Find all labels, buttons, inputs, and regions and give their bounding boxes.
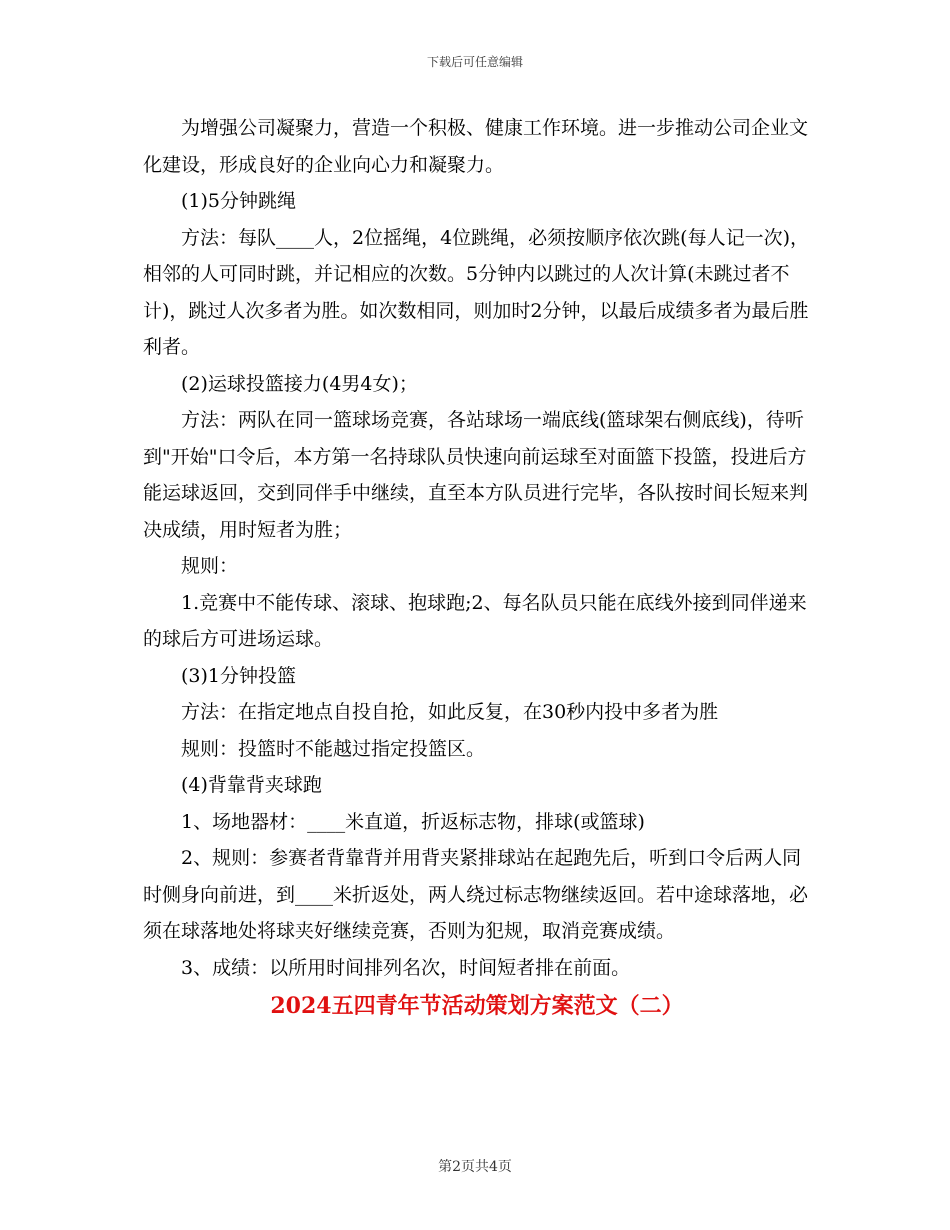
page-header: 下载后可任意编辑 [426, 55, 523, 69]
document-body [143, 110, 811, 1025]
dribble-relay-rules-label: 规则： [181, 555, 239, 577]
jump-rope-method: 方法：每队____人，2位摇绳，4位跳绳，必须按顺序依次跳(每人记一次)，相邻的人可同时跳，并记相应的次数。5分钟内以跳过的人次计算(未跳过者不计)，跳过人次多者为胜。如次数相同，则加时2分钟，以最后成绩多者为最后胜利者。 [143, 226, 810, 358]
shooting-rules: 规则：投篮时不能越过指定投篮区。 [181, 737, 486, 760]
section-title: 2024五四青年节活动策划方案范文（二） [270, 993, 684, 1019]
intro-paragraph: 为增强公司凝聚力，营造一个积极、健康工作环境。进一步推动公司企业文化建设，形成良好的企业向心力和凝聚力。 [143, 117, 809, 176]
item-heading-dribble-relay: (2)运球投篮接力(4男4女)； [181, 372, 418, 395]
back-to-back-scoring: 3、成绩：以所用时间排列名次，时间短者排在前面。 [181, 956, 631, 979]
dribble-relay-method: 方法：两队在同一篮球场竞赛，各站球场一端底线(篮球架右侧底线)，待听到"开始"口令后，本方第一名持球队员快速向前运球至对面篮下投篮，投进后方能运球返回，交到同伴手中继续，直至本方队员进行完毕，各队按时间长短来判决成绩，用时短者为胜； [143, 409, 809, 541]
shooting-method: 方法：在指定地点自投自抢，如此反复，在30秒内投中多者为胜 [181, 701, 719, 723]
item-heading-shooting: (3)1分钟投篮 [181, 664, 297, 687]
item-heading-back-to-back: (4)背靠背夹球跑 [181, 774, 322, 796]
item-heading-jump-rope: (1)5分钟跳绳 [181, 190, 297, 212]
back-to-back-equipment: 1、场地器材：____米直道，折返标志物，排球(或篮球) [181, 810, 645, 833]
back-to-back-rules: 2、规则：参赛者背靠背并用背夹紧排球站在起跑先后，听到口令后两人同时侧身向前进，到____米折返处，两人绕过标志物继续返回。若中途球落地，必须在球落地处将球夹好继续竞赛，否则为犯规，取消竞赛成绩。 [143, 847, 809, 942]
page-footer: 第2页共4页 [438, 1159, 512, 1175]
dribble-relay-rules: 1.竞赛中不能传球、滚球、抱球跑;2、每名队员只能在底线外接到同伴递来的球后方可进场运球。 [143, 591, 807, 650]
